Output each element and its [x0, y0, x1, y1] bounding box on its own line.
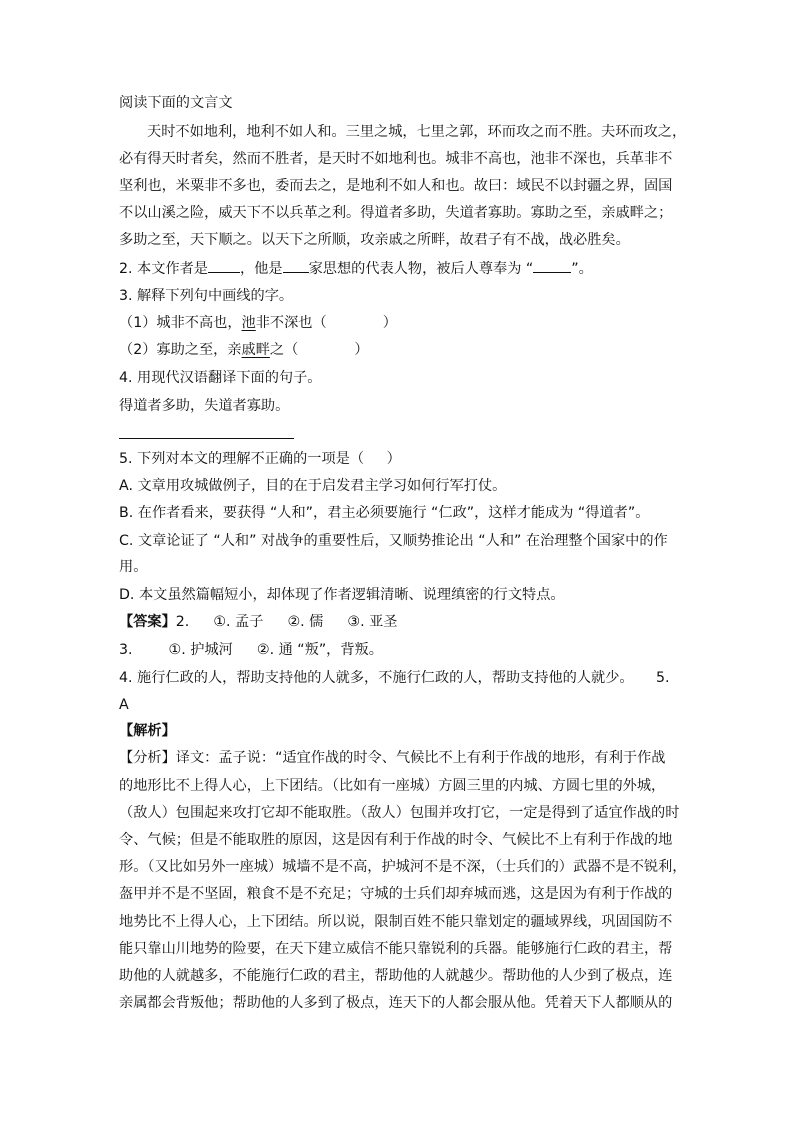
passage-line: 不以山溪之险，威天下不以兵革之利。得道者多助，失道者寡助。寡助之至，亲戚畔之；: [119, 205, 673, 221]
analysis-line: 亲属都会背叛他；帮助他的人多到了极点，连天下的人都会服从他。凭着天下人都顺从的: [119, 995, 673, 1011]
analysis-label: 【解析】: [119, 723, 176, 739]
analysis-line: 地势比不上得人心，上下团结。所以说，限制百姓不能只靠划定的疆域界线，巩固国防不: [119, 914, 673, 930]
underlined-char: 戚畔: [241, 342, 270, 358]
question-4-sentence: 得道者多助，失道者寡助。: [119, 398, 290, 414]
passage-line: 必有得天时者矣，然而不胜者，是天时不如地利也。城非不高也，池非不深也，兵革非不: [119, 151, 673, 167]
analysis-line: 能只靠山川地势的险要，在天下建立威信不能只靠锐利的兵器。能够施行仁政的君主，帮: [119, 941, 673, 957]
underlined-char: 池: [241, 315, 256, 331]
analysis-line: （敌人）包围起来攻打它却不能取胜。（敌人）包围并攻打它，一定是得到了适宜作战的时: [119, 805, 680, 821]
option-c-cont: 用。: [119, 559, 148, 575]
option-d: D. 本文虽然篇幅短小，却体现了作者逻辑清晰、说理缜密的行文特点。: [119, 587, 565, 603]
fill-blank[interactable]: [533, 258, 571, 273]
option-c: C. 文章论证了 “人和” 对战争的重要性后，又顺势推论出 “人和” 在治理整个国家中的作: [119, 533, 668, 549]
answer-line[interactable]: [119, 438, 294, 439]
fill-blank[interactable]: [208, 258, 240, 273]
option-a: A. 文章用攻城做例子，目的在于启发君主学习如何行军打仗。: [119, 478, 507, 494]
question-3-item-2: （2）寡助之至，亲戚畔之（ ）: [119, 342, 369, 358]
answer-line-1: 【答案】2. ①. 孟子 ②. 儒 ③. 亚圣: [119, 614, 398, 630]
answer-line-4: A: [119, 697, 129, 713]
option-b: B. 在作者看来，要获得 “人和”，君主必须要施行 “仁政”，这样才能成为 “得道者”。: [119, 505, 650, 521]
answer-line-3: 4. 施行仁政的人，帮助支持他的人就多，不施行仁政的人，帮助支持他的人就少。: [119, 670, 634, 686]
section-heading: 阅读下面的文言文: [119, 95, 233, 111]
passage-line: 坚利也，米粟非不多也，委而去之，是地利不如人和也。故曰：域民不以封疆之界，固国: [119, 178, 673, 194]
passage-line: 多助之至，天下顺之。以天下之所顺，攻亲戚之所畔，故君子有不战，战必胜矣。: [119, 232, 630, 248]
question-4-title: 4. 用现代汉语翻译下面的句子。: [119, 370, 322, 386]
answer-label: 【答案】: [119, 614, 176, 630]
analysis-line: 助他的人就越多，不能施行仁政的君主，帮助他的人就越少。帮助他的人少到了极点，连: [119, 968, 673, 984]
question-5-title: 5. 下列对本文的理解不正确的一项是（ ）: [119, 451, 401, 467]
question-3-item-1: （1）城非不高也，池非不深也（ ）: [119, 315, 397, 331]
analysis-line: 【分析】译文：孟子说：“适宜作战的时令、气候比不上有利于作战的地形，有利于作战: [119, 750, 666, 766]
answer-line-2: 3. ①. 护城河 ②. 通 “叛”，背叛。: [119, 642, 383, 658]
analysis-line: 令、气候；但是不能取胜的原因，这是因有利于作战的时令、气候比不上有利于作战的地: [119, 832, 673, 848]
fill-blank[interactable]: [283, 258, 309, 273]
analysis-line: 的地形比不上得人心，上下团结。（比如有一座城）方圆三里的内城、方圆七里的外城，: [119, 778, 666, 794]
question-3-title: 3. 解释下列句中画线的字。: [119, 288, 294, 304]
analysis-line: 盔甲并不是不坚固，粮食不是不充足；守城的士兵们却弃城而逃，这是因为有利于作战的: [119, 886, 673, 902]
analysis-line: 形。（又比如另外一座城）城墙不是不高，护城河不是不深，（士兵们的）武器不是不锐利，: [119, 859, 687, 875]
question-2: 2. 本文作者是 ，他是 家思想的代表人物，被后人尊奉为 “ ”。: [119, 258, 593, 279]
passage-line: 天时不如地利，地利不如人和。三里之城，七里之郭，环而攻之而不胜。夫环而攻之，: [147, 124, 687, 140]
answer-q5-number: 5.: [656, 670, 670, 686]
